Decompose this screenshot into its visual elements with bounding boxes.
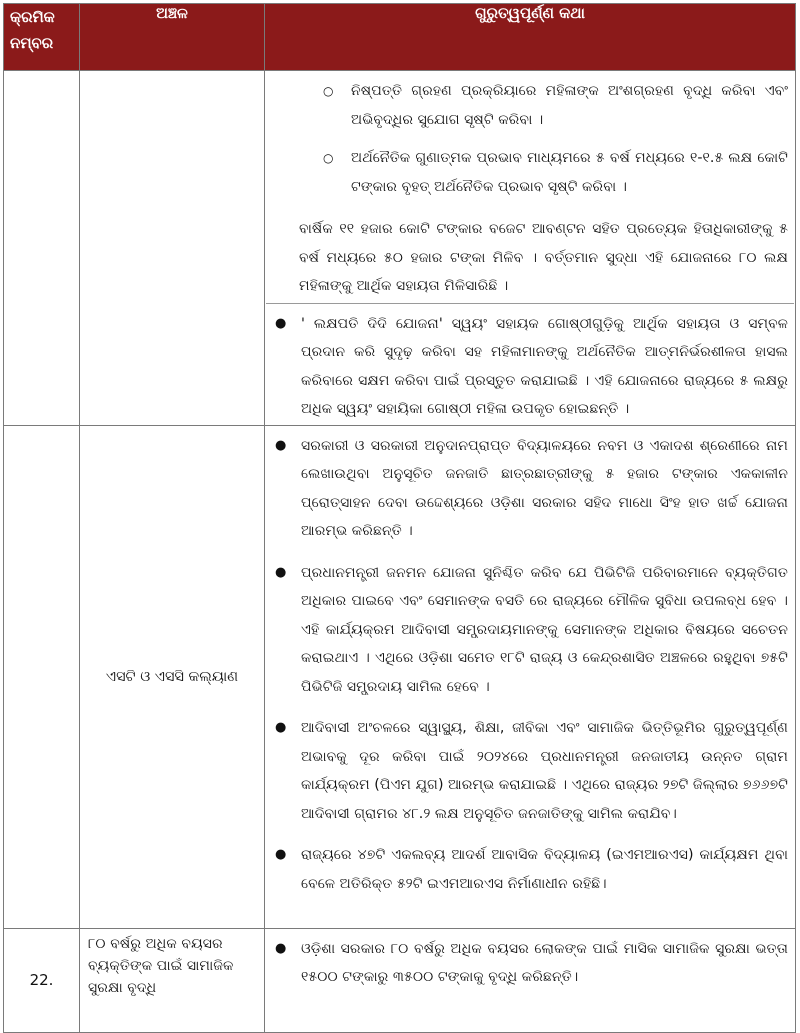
hollow-circle-icon: ○ [323,151,334,165]
table-row [4,928,796,1032]
bullet-text: ଓଡ଼ିଶା ସରକାର ୮୦ ବର୍ଷରୁ ଅଧିକ ବୟସର ଲୋକଙ୍କ ପାଇଁ ମାସିକ ସାମାଜିକ ସୁରକ୍ଷା ଭତ୍ତା ୧୫୦୦ ଟଙ୍କାରୁ ୩୫୦୦ ଟଙ୍କାକୁ ବୃଦ୍ଧି କରିଛନ୍ତି। [301,940,788,985]
key-points-cell [265,425,796,928]
budget-paragraph: ବାର୍ଷିକ ୧୧ ହଜାର କୋଟି ଟଙ୍କାର ବଜେଟ ଆବଣ୍ଟନ ସହିତ ପ୍ରତ୍ୟେକ ହିତାଧିକାରୀଙ୍କୁ ୫ ବର୍ଷ ମଧ୍ୟରେ ୫୦ ହଜାର ଟଙ୍କା ମିଳିବ । ବର୍ତ୍ତମାନ ସୁଦ୍ଧା ଏହି ଯୋଜନାରେ ୮୦ ଲକ୍ଷ ମହିଳାଙ୍କୁ ଆର୍ଥିକ ସହାୟତା ମିଳିସାରିଛି । [299,221,788,294]
bullet-text: ପ୍ରଧାନମନ୍ତ୍ରୀ ଜନମନ ଯୋଜନା ସୁନିଶ୍ଚିତ କରିବ ଯେ ପିଭିଟିଜି ପରିବାରମାନେ ବ୍ୟକ୍ତିଗତ ଅଧିକାର ପାଇବେ ଏବଂ ସେମାନଙ୍କ ବସତି ରେ ରାଜ୍ୟରେ ମୌଳିକ ସୁବିଧା ଉପଲବ୍ଧ ହେବ । ଏହି କାର୍ଯ୍ୟକ୍ରମ ଆଦିବାସୀ ସମ୍ପ୍ରଦାୟମାନଙ୍କୁ ସେମାନଙ୍କ ଅଧିକାର ବିଷୟରେ ସଚେତନ କରାଇଥାଏ । ଏଥିରେ ଓଡ଼ିଶା ସମେତ ୧୮ଟି ରାଜ୍ୟ ଓ କେନ୍ଦ୍ରଶାସିତ ଅଞ୍ଚଳରେ ରହୁଥିବା ୭୫ଟି ପିଭିଟିଜି ସମ୍ପ୍ରଦାୟ ସାମିଲ ହେବେ । [301,564,788,695]
bullet-dot-icon: ● [275,847,287,862]
serial-number-cell: 22. [4,928,80,1032]
bullet-dot-icon: ● [275,564,287,580]
bullet-dot-icon: ● [275,940,287,956]
table-row [4,71,796,426]
bullet-text: ରାଜ୍ୟରେ ୪୭ଟି ଏକଲବ୍ୟ ଆଦର୍ଶ ଆବାସିକ ବିଦ୍ୟାଳୟ (ଇଏମଆରଏସ) କାର୍ଯ୍ୟକ୍ଷମ ଥିବା ବେଳେ ଅତିରିକ୍ତ ୫୨ଟି ଇଏମଆରଏସ ନିର୍ମାଣାଧୀନ ରହିଛି। [301,847,788,892]
list-item [266,77,794,134]
serial-cell-empty [4,71,80,426]
bullet-dot-icon: ● [275,315,287,331]
bullet-text: ' ଲକ୍ଷପତି ଦିଦି ଯୋଜନା' ସ୍ୱୟଂ ସହାୟକ ଗୋଷ୍ଠୀଗୁଡ଼ିକୁ ଆର୍ଥିକ ସହାୟତା ଓ ସମ୍ବଳ ପ୍ରଦାନ କରି ସୁଦୃଢ଼ କରିବା ସହ ମହିଳାମାନଙ୍କୁ ଅର୍ଥନୈତିକ ଆତ୍ମନିର୍ଭରଶୀଳତା ହାସଲ କରିବାରେ ସକ୍ଷମ କରିବା ପାଇଁ ପ୍ରସ୍ତୁତ କରାଯାଇଛି । ଏହି ଯୋଜନାରେ ରାଜ୍ୟରେ ୫ ଲକ୍ଷରୁ ଅଧିକ ସ୍ୱୟଂ ସହାୟିକା ଗୋଷ୍ଠୀ ମହିଳା ଉପକୃତ ହୋଇଛନ୍ତି । [301,315,788,417]
header-key-points: ଗୁରୁତ୍ୱପୂର୍ଣ୍ଣ କଥା [265,4,796,71]
table-header-row [4,4,796,71]
bullet-list [266,310,794,424]
header-region: ଅଞ୍ଚଳ [80,4,265,71]
region-cell: ୮୦ ବର୍ଷରୁ ଅଧିକ ବୟସର ବ୍ୟକ୍ତିଙ୍କ ପାଇଁ ସାମାଜିକ ସୁରକ୍ଷା ବୃଦ୍ଧି [80,928,265,1032]
list-item [266,432,794,546]
bullet-list [266,935,794,992]
bullet-list [266,432,794,899]
list-item [266,935,794,992]
serial-cell-empty [4,425,80,928]
list-item [266,841,794,898]
list-item [266,310,794,424]
bullet-text: ସରକାରୀ ଓ ସରକାରୀ ଅନୁଦାନପ୍ରାପ୍ତ ବିଦ୍ୟାଳୟରେ ନବମ ଓ ଏକାଦଶ ଶ୍ରେଣୀରେ ନାମ ଲେଖାଉଥିବା ଅନୁସୂଚିତ ଜନଜାତି ଛାତ୍ରଛାତ୍ରୀଙ୍କୁ ୫ ହଜାର ଟଙ୍କାର ଏକକାଳୀନ ପ୍ରୋତ୍ସାହନ ଦେବା ଉଦ୍ଦେଶ୍ୟରେ ଓଡ଼ିଶା ସରକାର ସହିଦ ମାଧୋ ସିଂହ ହାତ ଖର୍ଚ୍ଚ ଯୋଜନା ଆରମ୍ଭ କରିଛନ୍ତି । [301,437,788,539]
bullet-dot-icon: ● [275,720,287,735]
list-item [266,144,794,201]
list-item [266,559,794,702]
sub-bullet-text: ନିଷ୍ପତ୍ତି ଗ୍ରହଣ ପ୍ରକ୍ରିୟାରେ ମହିଳାଙ୍କ ଅଂଶଗ୍ରହଣ ବୃଦ୍ଧି କରିବା ଏବଂ ଅଭିବୃଦ୍ଧିର ସୁଯୋଗ ସୃଷ୍ଟି କରିବା । [351,83,788,128]
document-table [3,3,796,1033]
region-cell: ଏସଟି ଓ ଏସସି କଲ୍ୟାଣ [80,425,265,928]
list-item [266,714,794,828]
header-serial-number: କ୍ରମିକ ନମ୍ବର [4,4,80,71]
divider [266,303,794,304]
sub-bullet-list [266,77,794,201]
key-points-cell [265,928,796,1032]
bullet-text: ଆଦିବାସୀ ଅଂଚଳରେ ସ୍ୱାସ୍ଥ୍ୟ, ଶିକ୍ଷା, ଜୀବିକା ଏବଂ ସାମାଜିକ ଭିତ୍ତିଭୂମିର ଗୁରୁତ୍ୱପୂର୍ଣ୍ଣ ଅଭାବକୁ ଦୂର କରିବା ପାଇଁ ୨୦୨୪ରେ ପ୍ରଧାନମନ୍ତ୍ରୀ ଜନଜାତୀୟ ଉନ୍ନତ ଗ୍ରାମ କାର୍ଯ୍ୟକ୍ରମ (ପିଏମ ଯୁଗ) ଆରମ୍ଭ କରାଯାଇଛି । ଏଥିରେ ରାଜ୍ୟର ୨୭ଟି ଜିଲ୍ଲାର ୭୬୬୭ଟି ଆଦିବାସୀ ଗ୍ରାମର ୪୮.୨ ଲକ୍ଷ ଅନୁସୂଚିତ ଜନଜାତିଙ୍କୁ ସାମିଲ କରାଯିବ। [301,720,788,822]
table-row [4,425,796,928]
hollow-circle-icon: ○ [323,84,334,98]
region-cell-empty [80,71,265,426]
sub-bullet-text: ଅର୍ଥନୈତିକ ଗୁଣାତ୍ମକ ପ୍ରଭାବ ମାଧ୍ୟମରେ ୫ ବର୍ଷ ମଧ୍ୟରେ ୧-୧.୫ ଲକ୍ଷ କୋଟି ଟଙ୍କାର ବୃହତ୍ ଅର୍ଥନୈତିକ ପ୍ରଭାବ ସୃଷ୍ଟି କରିବା । [351,150,788,195]
key-points-cell [265,71,796,426]
bullet-dot-icon: ● [275,437,287,453]
